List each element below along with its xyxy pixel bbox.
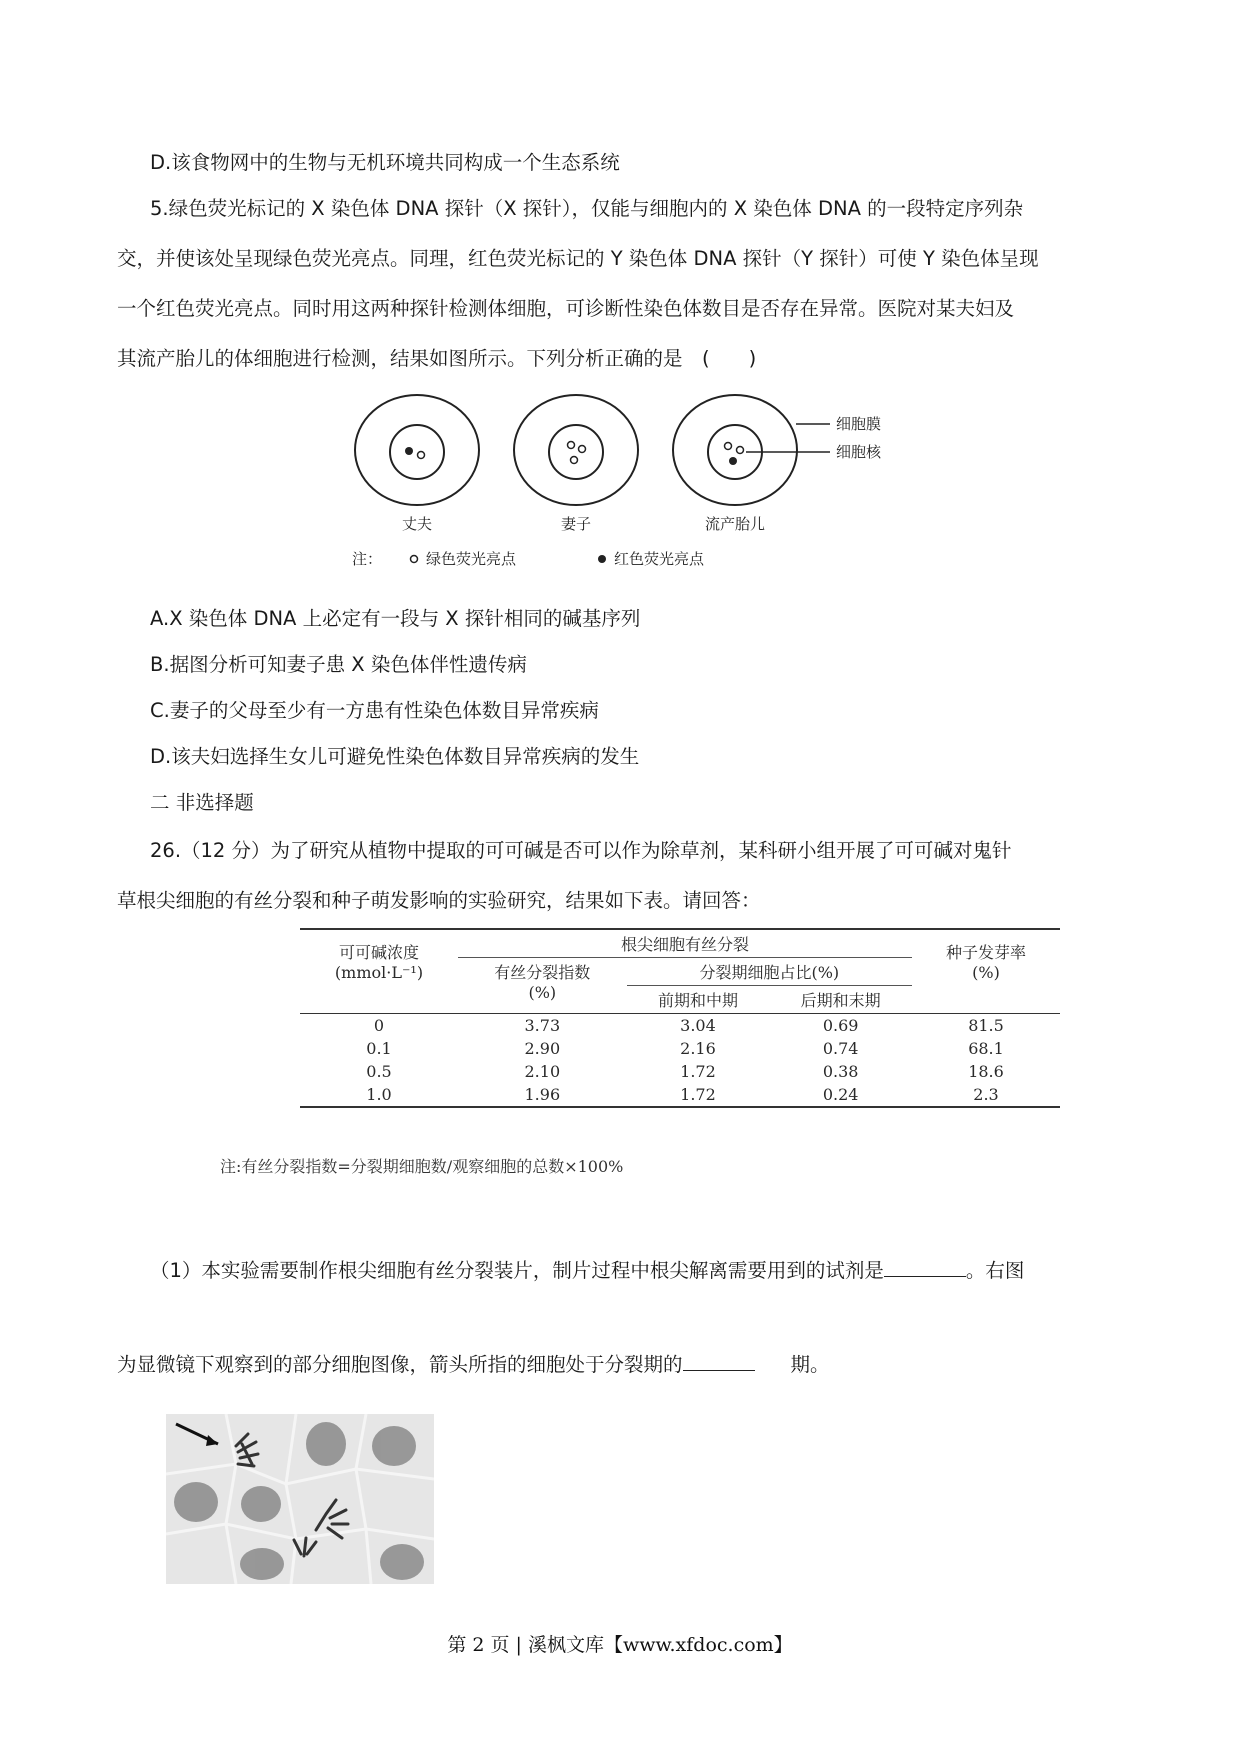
q26-sub1-line-2 (117, 1350, 830, 1378)
col-conc-unit: (mmol·L⁻¹) (334, 963, 424, 982)
col-early-header: 前期和中期 (657, 991, 738, 1010)
legend-red: 红色荧光亮点 (614, 550, 705, 568)
green-dot (418, 452, 425, 459)
q5-option-d: D.该夫妇选择生女儿可避免性染色体数目异常疾病的发生 (150, 745, 640, 768)
q26-line-1: 26.（12 分）为了研究从植物中提取的可可碱是否可以作为除草剂，某科研小组开展了可可碱对鬼针 (150, 839, 1012, 862)
table-row: 1.0 1.96 1.72 0.24 2.3 (300, 1083, 1060, 1107)
table-row: 0.5 2.10 1.72 0.38 18.6 (366, 1062, 1004, 1081)
q5-line-3: 一个红色荧光亮点。同时用这两种探针检测体细胞，可诊断性染色体数目是否存在异常。医院对某夫妇及 (117, 297, 1015, 320)
col-late-header: 后期和末期 (800, 991, 881, 1010)
figure-note-prefix: 注： (352, 550, 383, 568)
legend-green-symbol (411, 556, 418, 563)
q26-line-2: 草根尖细胞的有丝分裂和种子萌发影响的实验研究，结果如下表。请回答： (117, 889, 761, 912)
label-membrane: 细胞膜 (836, 415, 882, 433)
q5-line-4: 其流产胎儿的体细胞进行检测，结果如图所示。下列分析正确的是 ( ) (117, 347, 757, 370)
label-nucleus: 细胞核 (836, 443, 882, 461)
col-germ-unit: (%) (972, 963, 1000, 982)
label-wife: 妻子 (560, 515, 592, 533)
section-title: 二 非选择题 (150, 791, 254, 814)
cell-wife (514, 395, 638, 505)
col-germ-header: 种子发芽率 (945, 943, 1026, 962)
q26-sub1-text-c: 为显微镜下观察到的部分细胞图像，箭头所指的细胞处于分裂期的 (117, 1353, 683, 1376)
col-conc-header: 可可碱浓度 (338, 943, 419, 962)
fluorescence-cell-figure (352, 384, 952, 574)
legend-green: 绿色荧光亮点 (426, 550, 517, 568)
q5-option-b: B.据图分析可知妻子患 X 染色体伴性遗传病 (150, 653, 527, 676)
results-table (300, 928, 1060, 1108)
answer-blank-phase[interactable] (683, 1350, 755, 1371)
q26-sub1-line-1 (150, 1256, 1024, 1284)
group-header: 根尖细胞有丝分裂 (458, 929, 912, 958)
q26-sub1-text-b: 。右图 (965, 1259, 1025, 1282)
results-table-figure (220, 928, 1070, 1178)
q5-option-a: A.X 染色体 DNA 上必定有一段与 X 探针相同的碱基序列 (150, 607, 641, 630)
label-husband: 丈夫 (401, 515, 433, 533)
option-d-prev: D.该食物网中的生物与无机环境共同构成一个生态系统 (150, 151, 620, 174)
answer-blank-reagent[interactable] (884, 1256, 966, 1277)
q26-sub1-text-a: （1）本实验需要制作根尖细胞有丝分裂装片，制片过程中根尖解离需要用到的试剂是 (150, 1259, 884, 1282)
col-index-header: 有丝分裂指数 (494, 963, 591, 982)
q5-line-1: 5.绿色荧光标记的 X 染色体 DNA 探针（X 探针），仅能与细胞内的 X 染色体 DNA 的一段特定序列杂 (150, 197, 1024, 220)
subgroup-header: 分裂期细胞占比(%) (627, 958, 912, 986)
label-fetus: 流产胎儿 (704, 515, 766, 533)
col-index-unit: (%) (528, 983, 557, 1002)
q5-option-c: C.妻子的父母至少有一方患有性染色体数目异常疾病 (150, 699, 599, 722)
micrograph-image (166, 1414, 434, 1584)
cell-husband (355, 395, 479, 505)
q26-sub1-text-d: 期。 (790, 1353, 830, 1376)
red-dot (405, 447, 413, 455)
page-footer: 第 2 页 | 溪枫文库【www.xfdoc.com】 (447, 1634, 793, 1656)
q5-line-2: 交，并使该处呈现绿色荧光亮点。同理，红色荧光标记的 Y 染色体 DNA 探针（Y 探针）可使 Y 染色体呈现 (117, 247, 1039, 270)
table-row: 0.1 2.90 2.16 0.74 68.1 (366, 1039, 1004, 1058)
table-note: 注:有丝分裂指数=分裂期细胞数/观察细胞的总数×100% (220, 1157, 624, 1176)
cell-fetus (673, 395, 830, 505)
legend-red-symbol (598, 555, 606, 563)
table-row: 0 3.73 3.04 0.69 81.5 (300, 1014, 1060, 1038)
